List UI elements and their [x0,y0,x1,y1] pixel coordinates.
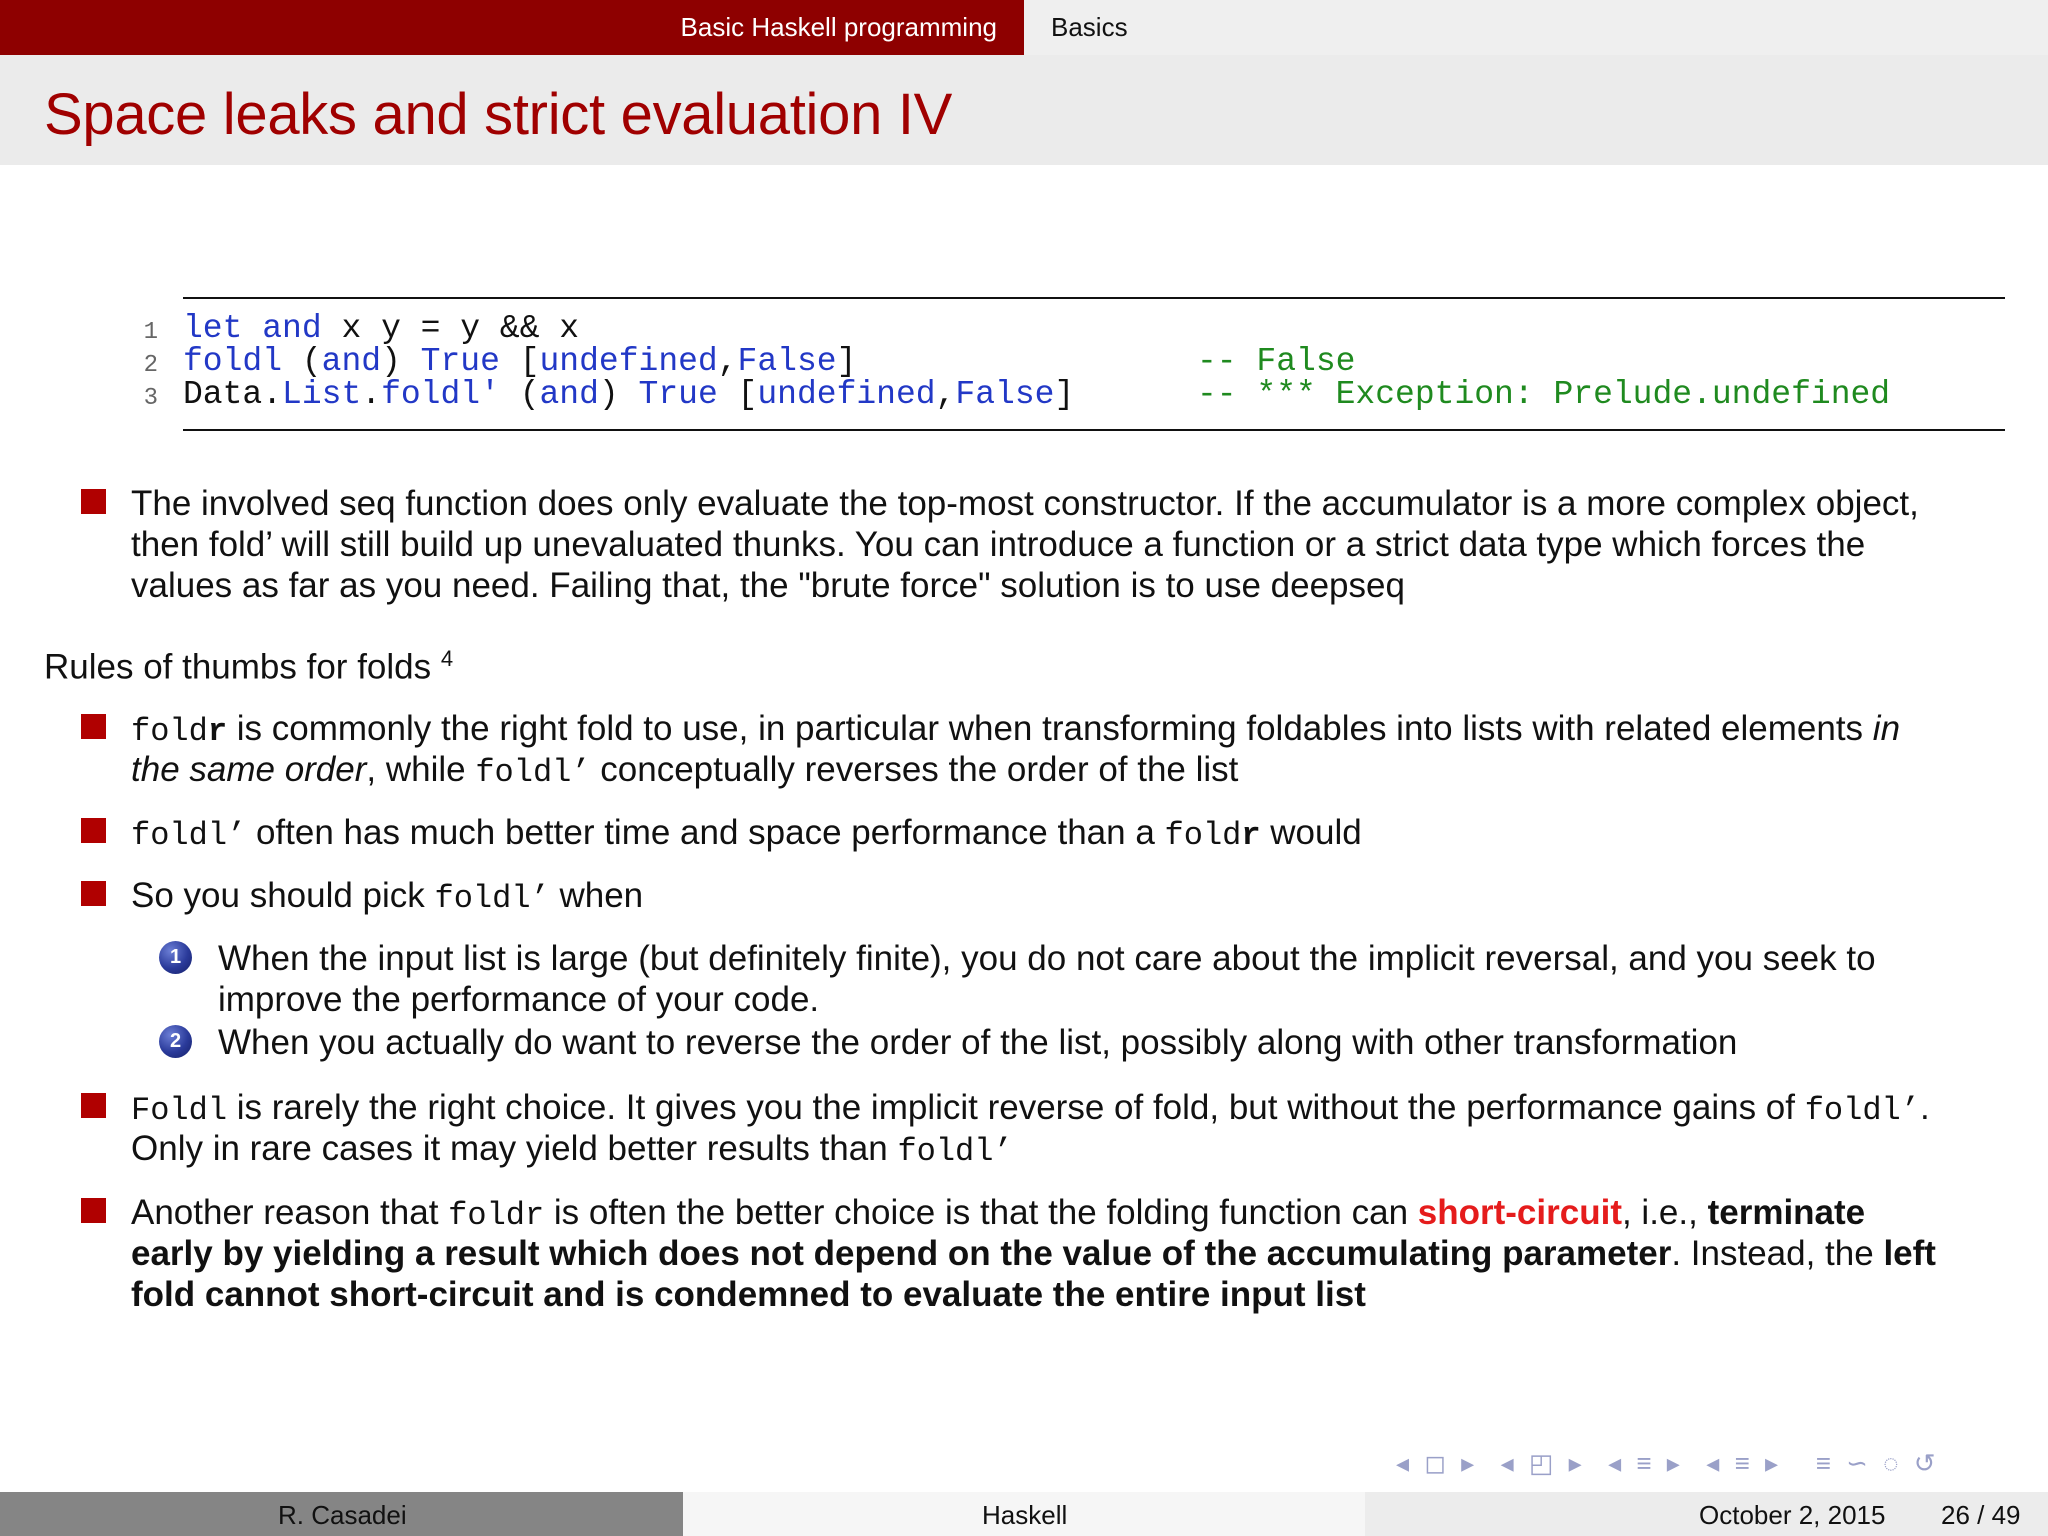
line-number: 2 [143,352,158,379]
paragraph-line: then fold’ will still build up unevaluated thunks. You can introduce a function or a strict data type which forces the [131,525,1866,564]
bullet-marker [81,1093,106,1118]
subsection-label[interactable]: Basics [1051,12,1128,42]
rule-item-2: foldl’ often has much better time and space performance than a foldr would [131,813,1362,854]
rule-item-5-line-2: early by yielding a result which does not depend on the value of the accumulating parameter. Instead, the left [131,1234,1936,1273]
code-line-3: Data.List.foldl' (and) True [undefined,False] [183,376,1075,413]
rule-item-4-line-1: Foldl is rarely the right choice. It gives you the implicit reverse of fold, but without the performance gains of foldl’. [131,1088,1930,1129]
sub-item-1-line-2: improve the performance of your code. [218,980,820,1019]
rule-item-4-line-2: Only in rare cases it may yield better results than foldl’ [131,1129,1013,1170]
code-line-1: let and x y = y && x [183,310,580,347]
code-line-2: foldl (and) True [undefined,False] [183,343,857,380]
sub-item-2: When you actually do want to reverse the order of the list, possibly along with other transformation [218,1023,1738,1062]
bullet-marker [81,881,106,906]
bullet-marker [81,1198,106,1223]
code-bottom-rule [183,429,2005,431]
footer-date-box [1365,1492,2048,1536]
footnote-mark[interactable]: 4 [440,646,454,671]
bullet-marker [81,489,106,514]
section-label[interactable]: Basic Haskell programming [680,12,997,42]
paragraph-line: The involved seq function does only evaluate the top-most constructor. If the accumulator is a more complex object, [131,484,1919,523]
rule-item-5-line-3: fold cannot short-circuit and is condemned to evaluate the entire input list [131,1275,1366,1314]
code-top-rule [183,297,2005,299]
rule-item-3: So you should pick foldl’ when [131,876,644,917]
footer [0,1492,2048,1536]
footer-title-box [683,1492,1365,1536]
bullet-marker [81,818,106,843]
paragraph-line: values as far as you need. Failing that, the "brute force" solution is to use deepseq [131,566,1405,605]
enumeration-badge: 2 [159,1025,192,1058]
footer-title: Haskell [982,1500,1068,1530]
bullet-marker [81,714,106,739]
enumeration-badge: 1 [159,941,192,974]
footer-author: R. Casadei [278,1500,407,1530]
rules-heading: Rules of thumbs for folds $^4$ [44,646,454,687]
slide-title: Space leaks and strict evaluation IV [44,82,953,147]
rule-item-1-line-1: foldr is commonly the right fold to use, in particular when transforming foldables into lists with related elements in [131,709,1901,750]
line-number: 1 [143,319,158,346]
footer-author-box [0,1492,683,1536]
top-navigation [0,0,2048,55]
beamer-navigation-icons[interactable]: ◂ ◻ ▸ ◂ ◰ ▸ ◂ ≡ ▸ ◂ ≡ ▸ ≡ ∽ ◌ ↺ [1396,1448,1940,1478]
rule-item-5-line-1: Another reason that foldr is often the better choice is that the folding function can short-circuit, i.e., terminate [131,1193,1866,1234]
footer-date: October 2, 2015 [1699,1500,1886,1530]
title-bar [0,55,2048,165]
page-number: 26 / 49 [1941,1500,2021,1530]
code-comment-2: -- False [1197,343,1356,380]
line-number: 3 [143,385,158,412]
code-comment-3: -- *** Exception: Prelude.undefined [1197,376,1891,413]
section-tab[interactable] [0,0,1024,55]
rule-item-1-line-2: the same order, while foldl’ conceptually reverses the order of the list [131,750,1239,791]
sub-item-1-line-1: When the input list is large (but definitely finite), you do not care about the implicit reversal, and you seek to [218,939,1876,978]
